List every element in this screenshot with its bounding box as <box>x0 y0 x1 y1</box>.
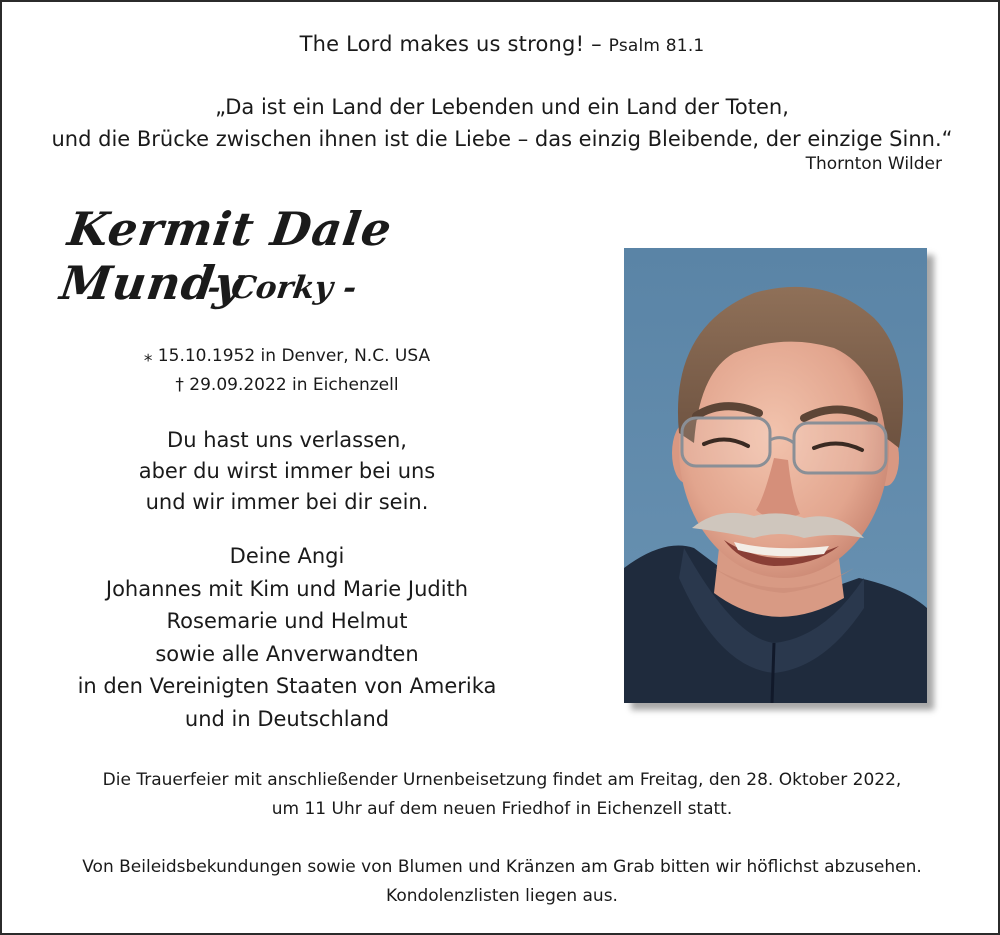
deceased-name: Kermit Dale Mundy <box>57 202 396 310</box>
mourner-line: Deine Angi <box>229 544 345 568</box>
mourner-line: Johannes mit Kim und Marie Judith <box>105 576 469 601</box>
farewell-verse <box>62 425 512 518</box>
ceremony-line: Die Trauerfeier mit anschließender Urnenbeisetzung findet am Freitag, den 28. Oktober 2022, <box>102 770 902 790</box>
psalm-reference: Psalm 81.1 <box>608 36 705 56</box>
mourner-line: und in Deutschland <box>184 706 390 731</box>
quote-line: und die Brücke zwischen ihnen ist die Liebe – das einzig Bleibende, der einzige Sinn.“ <box>51 127 953 151</box>
ceremony-info <box>2 766 1000 824</box>
verse-line: und wir immer bei dir sein. <box>145 490 429 514</box>
psalm-text: The Lord makes us strong! – <box>299 32 602 56</box>
verse-line: Du hast uns verlassen, <box>167 428 407 452</box>
quote-line: „Da ist ein Land der Lebenden und ein Land der Toten, <box>215 95 789 119</box>
mourner-line: Rosemarie und Helmut <box>166 609 408 633</box>
life-dates <box>82 342 492 400</box>
mourners-list <box>32 540 542 735</box>
portrait-illustration <box>624 248 927 703</box>
quote-author: Thornton Wilder <box>805 154 942 174</box>
ceremony-line: um 11 Uhr auf dem neuen Friedhof in Eichenzell statt. <box>271 799 733 819</box>
mourner-line: in den Vereinigten Staaten von Amerika <box>77 674 497 698</box>
psalm-verse <box>2 32 1000 56</box>
death-date: † 29.09.2022 in Eichenzell <box>175 375 399 395</box>
portrait-photo <box>624 248 927 703</box>
condolence-info <box>2 853 1000 911</box>
quote-block <box>2 91 1000 155</box>
verse-line: aber du wirst immer bei uns <box>138 459 436 483</box>
birth-date: ⁎ 15.10.1952 in Denver, N.C. USA <box>143 346 431 366</box>
deceased-nickname: - Corky - <box>205 270 359 306</box>
condolence-line: Kondolenzlisten liegen aus. <box>386 886 618 906</box>
mourner-line: sowie alle Anverwandten <box>155 641 419 666</box>
condolence-line: Von Beileidsbekundungen sowie von Blumen und Kränzen am Grab bitten wir höflichst abzusehen. <box>82 857 922 877</box>
